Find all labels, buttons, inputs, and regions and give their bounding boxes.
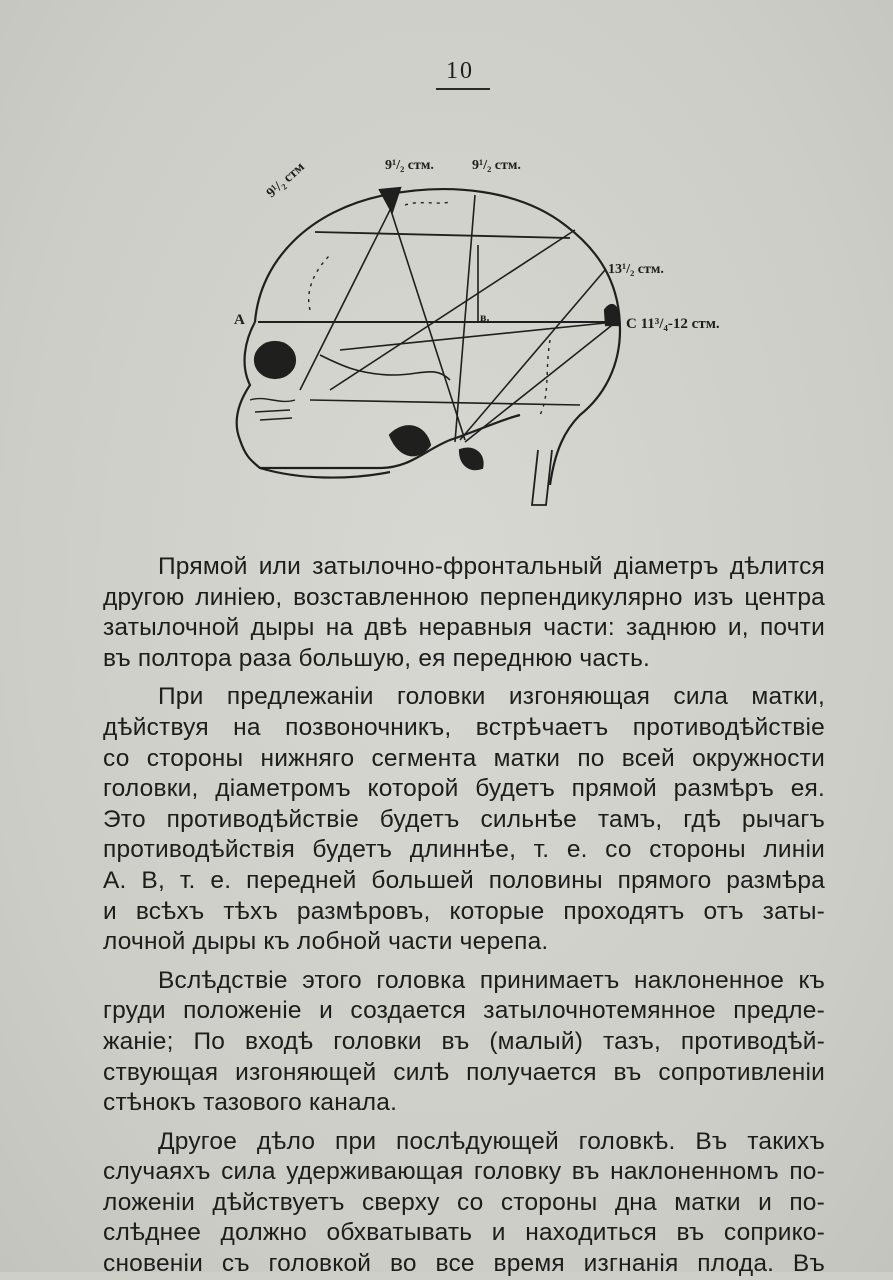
label-diagonal: 9¹/₂ стм bbox=[264, 159, 308, 202]
text-line: Это противодѣйствіе будетъ сильнѣе тамъ, гдѣ рычагъ bbox=[103, 805, 825, 833]
teeth bbox=[250, 399, 295, 420]
suture-dotted-1 bbox=[405, 202, 450, 205]
label-point-b: в. bbox=[480, 310, 490, 324]
diameter-4 bbox=[330, 230, 575, 390]
chin-patch bbox=[460, 449, 483, 469]
text-line: Другое дѣло при послѣдующей головкѣ. Въ такихъ bbox=[158, 1127, 825, 1155]
text-line: другою линіею, возставленною перпендикулярно изъ центра bbox=[103, 583, 825, 611]
text-line: Прямой или затылочно-фронтальный діаметръ дѣлится bbox=[158, 553, 825, 580]
diameter-8 bbox=[310, 400, 580, 405]
fontanelle-right bbox=[605, 305, 618, 325]
label-right-c: С 11³/₄-12 стм. bbox=[626, 316, 720, 332]
skull-drawing bbox=[220, 150, 780, 520]
label-top-left: 9¹/₂ стм. bbox=[385, 158, 434, 173]
text-line: ствующая изгоняющей силѣ получается въ сопротивленіи bbox=[103, 1058, 825, 1086]
text-line: и всѣхъ тѣхъ размѣровъ, которые проходятъ отъ заты- bbox=[103, 897, 825, 925]
page-number: 10 bbox=[446, 58, 474, 84]
suture-dotted-2 bbox=[309, 255, 330, 310]
label-top-right: 9¹/₂ стм. bbox=[472, 158, 521, 173]
spine bbox=[532, 450, 552, 505]
jaw-line bbox=[260, 468, 390, 478]
eye-socket bbox=[255, 342, 295, 378]
text-line: Вслѣдствіе этого головка принимаетъ наклоненное къ bbox=[158, 966, 825, 994]
page-number-underline bbox=[436, 88, 490, 90]
text-line: ложеніи дѣйствуетъ сверху со стороны дна матки и по- bbox=[103, 1188, 825, 1216]
text-line: въ полтора раза большую, ея переднюю часть. bbox=[103, 644, 651, 672]
diameter-2 bbox=[300, 190, 400, 390]
skull-diagram bbox=[220, 150, 780, 520]
upper-chord bbox=[315, 232, 570, 238]
text-line: лочной дыры къ лобной части черепа. bbox=[103, 928, 549, 956]
zygomatic-patch bbox=[390, 426, 430, 455]
text-line: головки, діаметромъ которой будетъ прямой размѣръ ея. bbox=[103, 775, 825, 803]
text-line: дѣйствуя на позвоночникъ, встрѣчаетъ противодѣйствіе bbox=[103, 713, 825, 741]
text-line: груди положеніе и создается затылочнотемянное предле- bbox=[103, 997, 825, 1025]
body-text bbox=[103, 552, 825, 1280]
diameter-6 bbox=[465, 322, 616, 442]
cranium-outline bbox=[255, 189, 620, 485]
text-line: затылочной дыры на двѣ неравныя части: заднюю и, почти bbox=[103, 614, 825, 642]
label-right-upper: 13¹/₂ стм. bbox=[608, 262, 664, 277]
diameter-3 bbox=[455, 195, 475, 442]
text-line: со стороны нижняго сегмента матки по всей окружности bbox=[103, 744, 825, 772]
text-line: сновеніи съ головкой во все время изгнанія плода. Въ bbox=[103, 1250, 825, 1278]
occipital-detail bbox=[320, 355, 450, 380]
text-line: стѣнокъ тазового канала. bbox=[103, 1089, 398, 1117]
text-line: случаяхъ сила удерживающая головку въ наклоненномъ по- bbox=[103, 1158, 825, 1186]
text-line: противодѣйствія будетъ длиннѣе, т. е. со стороны линіи bbox=[103, 836, 825, 864]
diameter-5 bbox=[460, 270, 605, 440]
text-line: слѣднее должно обхватывать и находиться въ соприко- bbox=[103, 1219, 825, 1247]
text-line: При предлежаніи головки изгоняющая сила матки, bbox=[158, 683, 825, 711]
text-line: А. В, т. е. передней большей половины прямого размѣра bbox=[103, 866, 825, 894]
fontanelle-top bbox=[380, 188, 400, 212]
diameter-7 bbox=[340, 322, 615, 350]
label-point-a: А bbox=[234, 312, 245, 328]
text-line: жаніе; По входѣ головки въ (малый) тазъ, противодѣй- bbox=[103, 1027, 825, 1055]
